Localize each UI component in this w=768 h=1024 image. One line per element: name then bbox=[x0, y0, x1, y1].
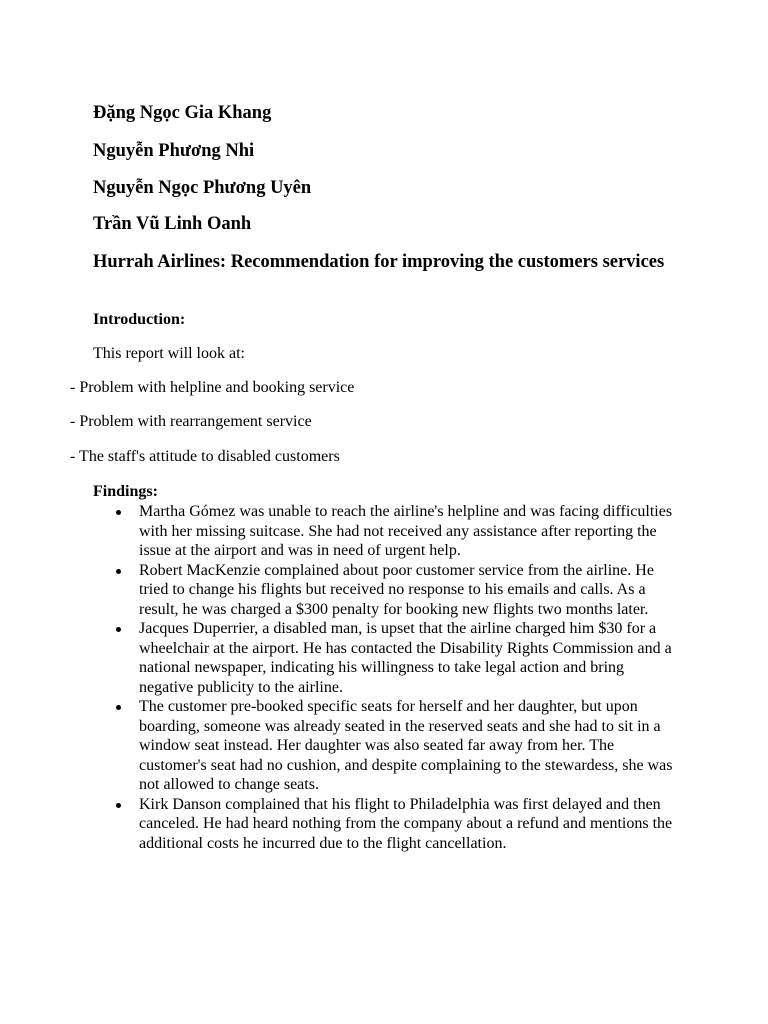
author-name: Trần Vũ Linh Oanh bbox=[93, 214, 252, 234]
finding-text: Martha Gómez was unable to reach the airline's helpline and was facing difficulties with her missing suitcase. She had not received any assistance after reporting the issue at the airport and was in need of urgent help. bbox=[139, 503, 673, 559]
author-name: Nguyễn Ngọc Phương Uyên bbox=[93, 178, 312, 198]
finding-text: Jacques Duperrier, a disabled man, is upset that the airline charged him $30 for a wheelchair at the airport. He has contacted the Disability Rights Commission and a national newspaper, indicating his willingness to take legal action and bring negative publicity to the airline. bbox=[139, 620, 672, 696]
bullet-icon bbox=[116, 705, 121, 710]
finding-item bbox=[116, 619, 676, 697]
introduction-point: - Problem with helpline and booking service bbox=[70, 379, 355, 396]
finding-text: Robert MacKenzie complained about poor customer service from the airline. He tried to change his flights but received no response to his emails and calls. As a result, he was charged a $300 penalty for booking new flights two months later. bbox=[139, 561, 654, 618]
author-name: Đặng Ngọc Gia Khang bbox=[93, 103, 272, 123]
introduction-point: - Problem with rearrangement service bbox=[70, 413, 312, 430]
bullet-icon bbox=[116, 510, 121, 515]
findings-heading: Findings: bbox=[93, 483, 158, 500]
finding-item bbox=[116, 561, 676, 620]
bullet-icon bbox=[116, 803, 121, 808]
bullet-icon bbox=[116, 627, 121, 632]
finding-text: Kirk Danson complained that his flight to Philadelphia was first delayed and then canceled. He had heard nothing from the company about a refund and mentions the additional costs he incurred due to the flight cancellation. bbox=[139, 795, 673, 852]
introduction-heading: Introduction: bbox=[93, 311, 186, 328]
findings-list bbox=[116, 502, 676, 853]
finding-item bbox=[116, 502, 676, 561]
finding-item bbox=[116, 795, 676, 854]
report-title: Hurrah Airlines: Recommendation for improving the customers services bbox=[93, 252, 665, 272]
author-name: Nguyễn Phương Nhi bbox=[93, 141, 255, 161]
finding-item bbox=[116, 697, 676, 795]
introduction-lead: This report will look at: bbox=[93, 345, 245, 362]
introduction-point: - The staff's attitude to disabled customers bbox=[70, 448, 340, 465]
bullet-icon bbox=[116, 569, 121, 574]
finding-text: The customer pre-booked specific seats for herself and her daughter, but upon boarding, someone was already seated in the reserved seats and she had to sit in a window seat instead. Her daughter was also seated far away from her. The customer's seat had no cushion, and despite complaining to the stewardess, she was not allowed to change seats. bbox=[139, 698, 673, 793]
